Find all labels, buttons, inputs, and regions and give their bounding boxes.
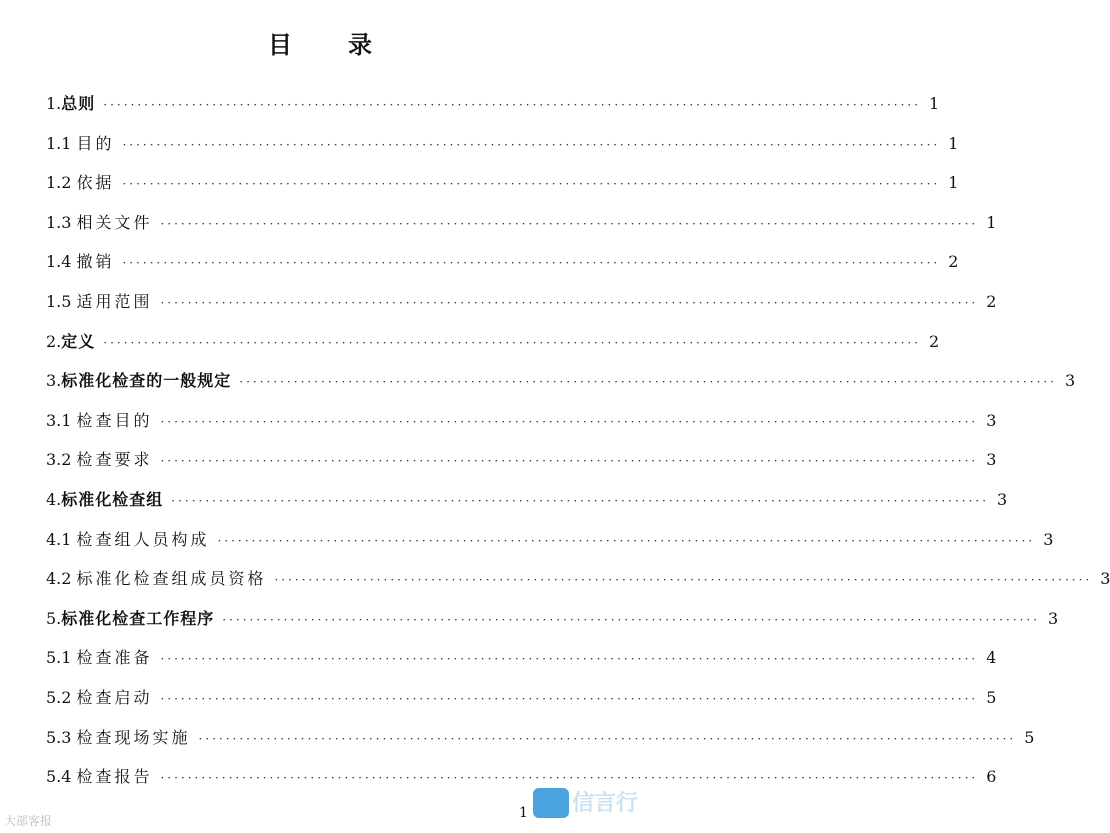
toc-dot-leader: ························································································································: [160, 454, 979, 469]
toc-entry-label: 适用范围: [76, 291, 153, 311]
toc-entry[interactable]: [46, 170, 959, 210]
toc-entry-label: 标准化检查组成员资格: [76, 569, 267, 589]
toc-entry[interactable]: [46, 725, 1035, 765]
toc-entry-number: 2.: [46, 331, 62, 351]
toc-entry-number: 5.4: [46, 767, 72, 787]
toc-entry-page: 2: [948, 252, 959, 272]
toc-entry[interactable]: [46, 329, 940, 369]
page-title: [0, 25, 640, 60]
toc-entry-page: 3: [1043, 529, 1054, 549]
toc-dot-leader: ························································································································: [217, 533, 1036, 548]
toc-entry-label: 标准化检查工作程序: [61, 608, 215, 628]
watermark-left: 大部客报: [4, 814, 53, 828]
toc-entry-number: 5.: [46, 608, 62, 628]
toc-dot-leader: ························································································································: [160, 414, 979, 429]
toc-entry-label: 相关文件: [76, 212, 153, 232]
toc-entry-label: 检查现场实施: [76, 727, 191, 747]
toc-entry-page: 4: [986, 648, 997, 668]
toc-entry-label: 目的: [76, 133, 115, 153]
toc-entry-number: 5.3: [46, 727, 72, 747]
toc-entry-label: 检查准备: [76, 648, 153, 668]
toc-entry-label: 检查目的: [76, 410, 153, 430]
toc-dot-leader: ························································································································: [103, 98, 922, 112]
toc-entry[interactable]: [46, 645, 997, 685]
toc-entry-number: 1.: [46, 94, 62, 113]
toc-entry-number: 1.5: [46, 291, 72, 311]
toc-entry-number: 1.3: [46, 212, 72, 232]
toc-dot-leader: ························································································································: [239, 375, 1058, 390]
toc-entry-number: 4.: [46, 489, 62, 509]
toc-entry-label: 定义: [61, 331, 96, 351]
toc-entry-label: 标准化检查组: [61, 489, 164, 509]
toc-entry-page: 2: [929, 331, 940, 351]
toc-entry-number: 3.2: [46, 450, 72, 470]
toc-entry[interactable]: [46, 210, 997, 250]
toc-entry-number: 1.4: [46, 252, 72, 272]
toc-entry-number: 4.1: [46, 529, 72, 549]
toc-entry-page: 1: [948, 133, 959, 153]
toc-entry-page: 1: [986, 212, 997, 232]
toc-dot-leader: ························································································································: [222, 612, 1041, 627]
toc-dot-leader: ························································································································: [122, 137, 941, 152]
toc-dot-leader: ························································································································: [160, 216, 979, 231]
toc-dot-leader: ························································································································: [274, 573, 1093, 588]
toc-dot-leader: ························································································································: [160, 295, 979, 310]
toc-entry[interactable]: [46, 368, 1076, 408]
page-number: 1: [519, 805, 528, 821]
toc-entry-label: 依据: [76, 173, 115, 193]
toc-entry-label: 总则: [61, 94, 96, 113]
title-char-1: 目: [268, 31, 292, 59]
toc-entry-number: 5.1: [46, 648, 72, 668]
toc-entry-page: 1: [929, 94, 940, 113]
toc-dot-leader: ························································································································: [122, 177, 941, 192]
toc-entry-number: 4.2: [46, 569, 72, 589]
toc-entry-page: 2: [986, 291, 997, 311]
toc-entry-page: 5: [986, 687, 997, 707]
toc-entry-page: 3: [986, 410, 997, 430]
toc-entry[interactable]: [46, 527, 1054, 567]
toc-entry-page: 3: [1048, 608, 1059, 628]
toc-dot-leader: ························································································································: [160, 652, 979, 667]
toc-entry[interactable]: [46, 606, 1059, 646]
toc-entry[interactable]: [46, 249, 959, 289]
toc-entry[interactable]: [46, 487, 1008, 527]
toc-entry-page: 3: [1065, 371, 1076, 391]
toc-dot-leader: ························································································································: [122, 256, 941, 271]
toc-entry[interactable]: [46, 91, 940, 131]
toc-entry-page: 6: [986, 767, 997, 787]
toc-entry[interactable]: [46, 408, 997, 448]
toc-entry-number: 5.2: [46, 687, 72, 707]
title-char-2: 录: [348, 31, 372, 59]
toc-entry-label: 撤销: [76, 252, 115, 272]
toc-entry-number: 1.2: [46, 173, 72, 193]
toc-entry[interactable]: [46, 685, 997, 725]
toc-entry[interactable]: [46, 131, 959, 171]
toc-entry-page: 3: [1100, 569, 1110, 589]
toc-entry-page: 3: [986, 450, 997, 470]
toc-dot-leader: ························································································································: [103, 335, 922, 350]
toc-entry-number: 1.1: [46, 133, 72, 153]
toc-entry[interactable]: [46, 566, 1110, 606]
toc-dot-leader: ························································································································: [171, 493, 990, 508]
toc-entry-label: 标准化检查的一般规定: [61, 371, 232, 391]
toc-entry-page: 5: [1024, 727, 1035, 747]
toc-dot-leader: ························································································································: [160, 691, 979, 706]
toc-entry-label: 检查报告: [76, 767, 153, 787]
toc-entry-label: 检查组人员构成: [76, 529, 210, 549]
toc-entry-number: 3.: [46, 371, 62, 391]
toc-entry-label: 检查启动: [76, 687, 153, 707]
toc-entry[interactable]: [46, 447, 997, 487]
watermark-right: 信言行: [572, 791, 639, 816]
toc-entry-label: 检查要求: [76, 450, 153, 470]
toc-dot-leader: ························································································································: [160, 771, 979, 786]
watermark-logo-icon: [533, 788, 569, 818]
toc-entry-page: 3: [997, 489, 1008, 509]
toc-entry-number: 3.1: [46, 410, 72, 430]
toc-dot-leader: ························································································································: [198, 731, 1017, 746]
toc-entry[interactable]: [46, 289, 997, 329]
toc-entry-page: 1: [948, 173, 959, 193]
